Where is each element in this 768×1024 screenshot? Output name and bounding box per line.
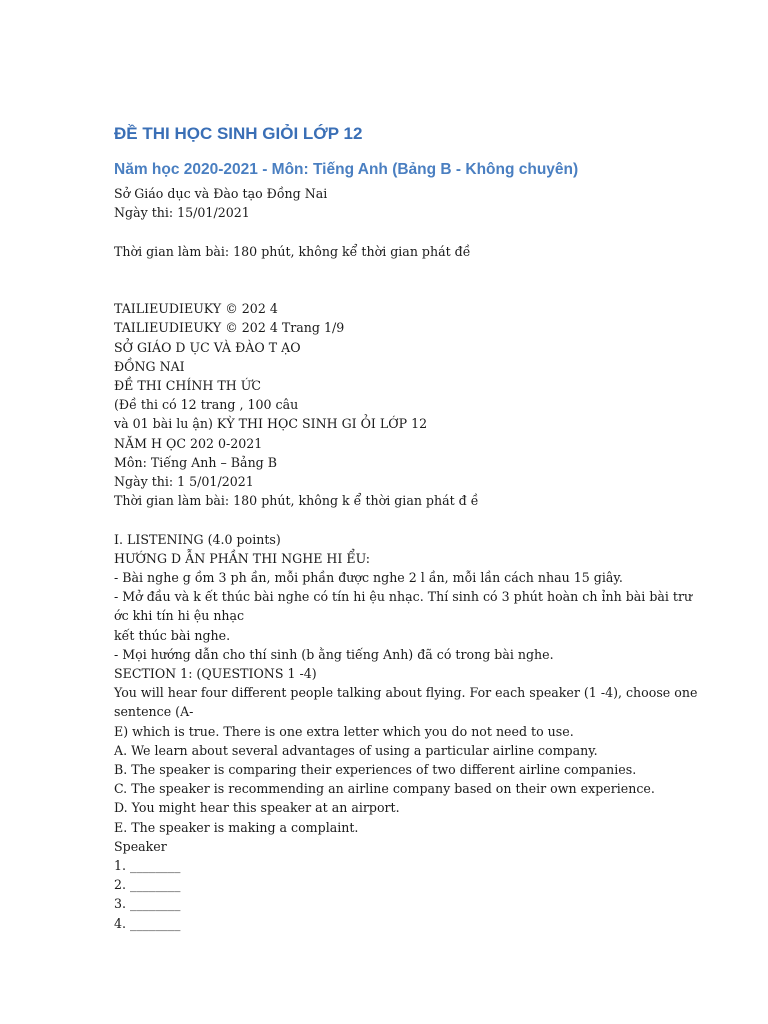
- listening-rule-2b: ớc khi tín hi ệu nhạc: [114, 608, 245, 624]
- section-1-instruction-c: E) which is true. There is one extra letter which you do not need to use.: [114, 723, 574, 739]
- option-d: D. You might hear this speaker at an airport.: [114, 800, 400, 816]
- source-copyright: TAILIEUDIEUKY © 202 4: [114, 301, 278, 317]
- listening-heading: I. LISTENING (4.0 points): [114, 531, 281, 547]
- header-pages-note: (Đề thi có 12 trang , 100 câu: [114, 397, 299, 413]
- spacer: [114, 222, 754, 241]
- document-subtitle: Năm học 2020-2021 - Môn: Tiếng Anh (Bảng B - Không chuyên): [114, 161, 579, 178]
- answer-blank-2[interactable]: 2. ________: [114, 877, 181, 893]
- listening-rule-1: - Bài nghe g ồm 3 ph ần, mỗi phần được nghe 2 l ần, mỗi lần cách nhau 15 giây.: [114, 570, 623, 586]
- option-b: B. The speaker is comparing their experiences of two different airline companies.: [114, 762, 637, 778]
- header-duration: Thời gian làm bài: 180 phút, không k ể thời gian phát đ ề: [114, 493, 479, 509]
- section-1-instruction-a: You will hear four different people talking about flying. For each speaker (1 -4), choose one: [114, 685, 698, 701]
- header-department: SỞ GIÁO D ỤC VÀ ĐÀO T ẠO: [114, 339, 301, 355]
- option-c: C. The speaker is recommending an airline company based on their own experience.: [114, 781, 655, 797]
- answer-blank-3[interactable]: 3. ________: [114, 896, 181, 912]
- document-title: ĐỀ THI HỌC SINH GIỎI LỚP 12: [114, 124, 363, 143]
- answer-blank-4[interactable]: 4. ________: [114, 915, 181, 931]
- spacer: [114, 261, 754, 299]
- source-copyright-page: TAILIEUDIEUKY © 202 4 Trang 1/9: [114, 320, 345, 336]
- intro-exam-date: Ngày thi: 15/01/2021: [114, 205, 250, 221]
- header-official: ĐỀ THI CHÍNH TH ỨC: [114, 378, 261, 393]
- document-body: [114, 184, 754, 933]
- header-essay-note: và 01 bài lu ận) KỲ THI HỌC SINH GI ỎI LỚP 12: [114, 416, 428, 432]
- listening-rule-2c: kết thúc bài nghe.: [114, 627, 231, 643]
- header-date: Ngày thi: 1 5/01/2021: [114, 474, 254, 490]
- intro-department: Sở Giáo dục và Đào tạo Đồng Nai: [114, 186, 328, 201]
- speaker-label: Speaker: [114, 838, 167, 854]
- spacer: [114, 510, 754, 529]
- listening-rule-3: - Mọi hướng dẫn cho thí sinh (b ằng tiếng Anh) đã có trong bài nghe.: [114, 646, 554, 662]
- section-1-heading: SECTION 1: (QUESTIONS 1 -4): [114, 666, 317, 682]
- intro-duration: Thời gian làm bài: 180 phút, không kể thời gian phát đề: [114, 243, 471, 259]
- listening-rule-2a: - Mở đầu và k ết thúc bài nghe có tín hi ệu nhạc. Thí sinh có 3 phút hoàn ch ỉnh bài bài trư: [114, 589, 693, 605]
- listening-guide-heading: HƯỚNG D ẪN PHẦN THI NGHE HI ỂU:: [114, 550, 370, 566]
- section-1-instruction-b: sentence (A-: [114, 704, 194, 720]
- option-a: A. We learn about several advantages of using a particular airline company.: [114, 742, 598, 758]
- answer-blank-1[interactable]: 1. ________: [114, 858, 181, 874]
- header-subject: Môn: Tiếng Anh – Bảng B: [114, 454, 277, 470]
- option-e: E. The speaker is making a complaint.: [114, 819, 359, 835]
- header-province: ĐỒNG NAI: [114, 358, 185, 374]
- header-year: NĂM H ỌC 202 0-2021: [114, 435, 263, 451]
